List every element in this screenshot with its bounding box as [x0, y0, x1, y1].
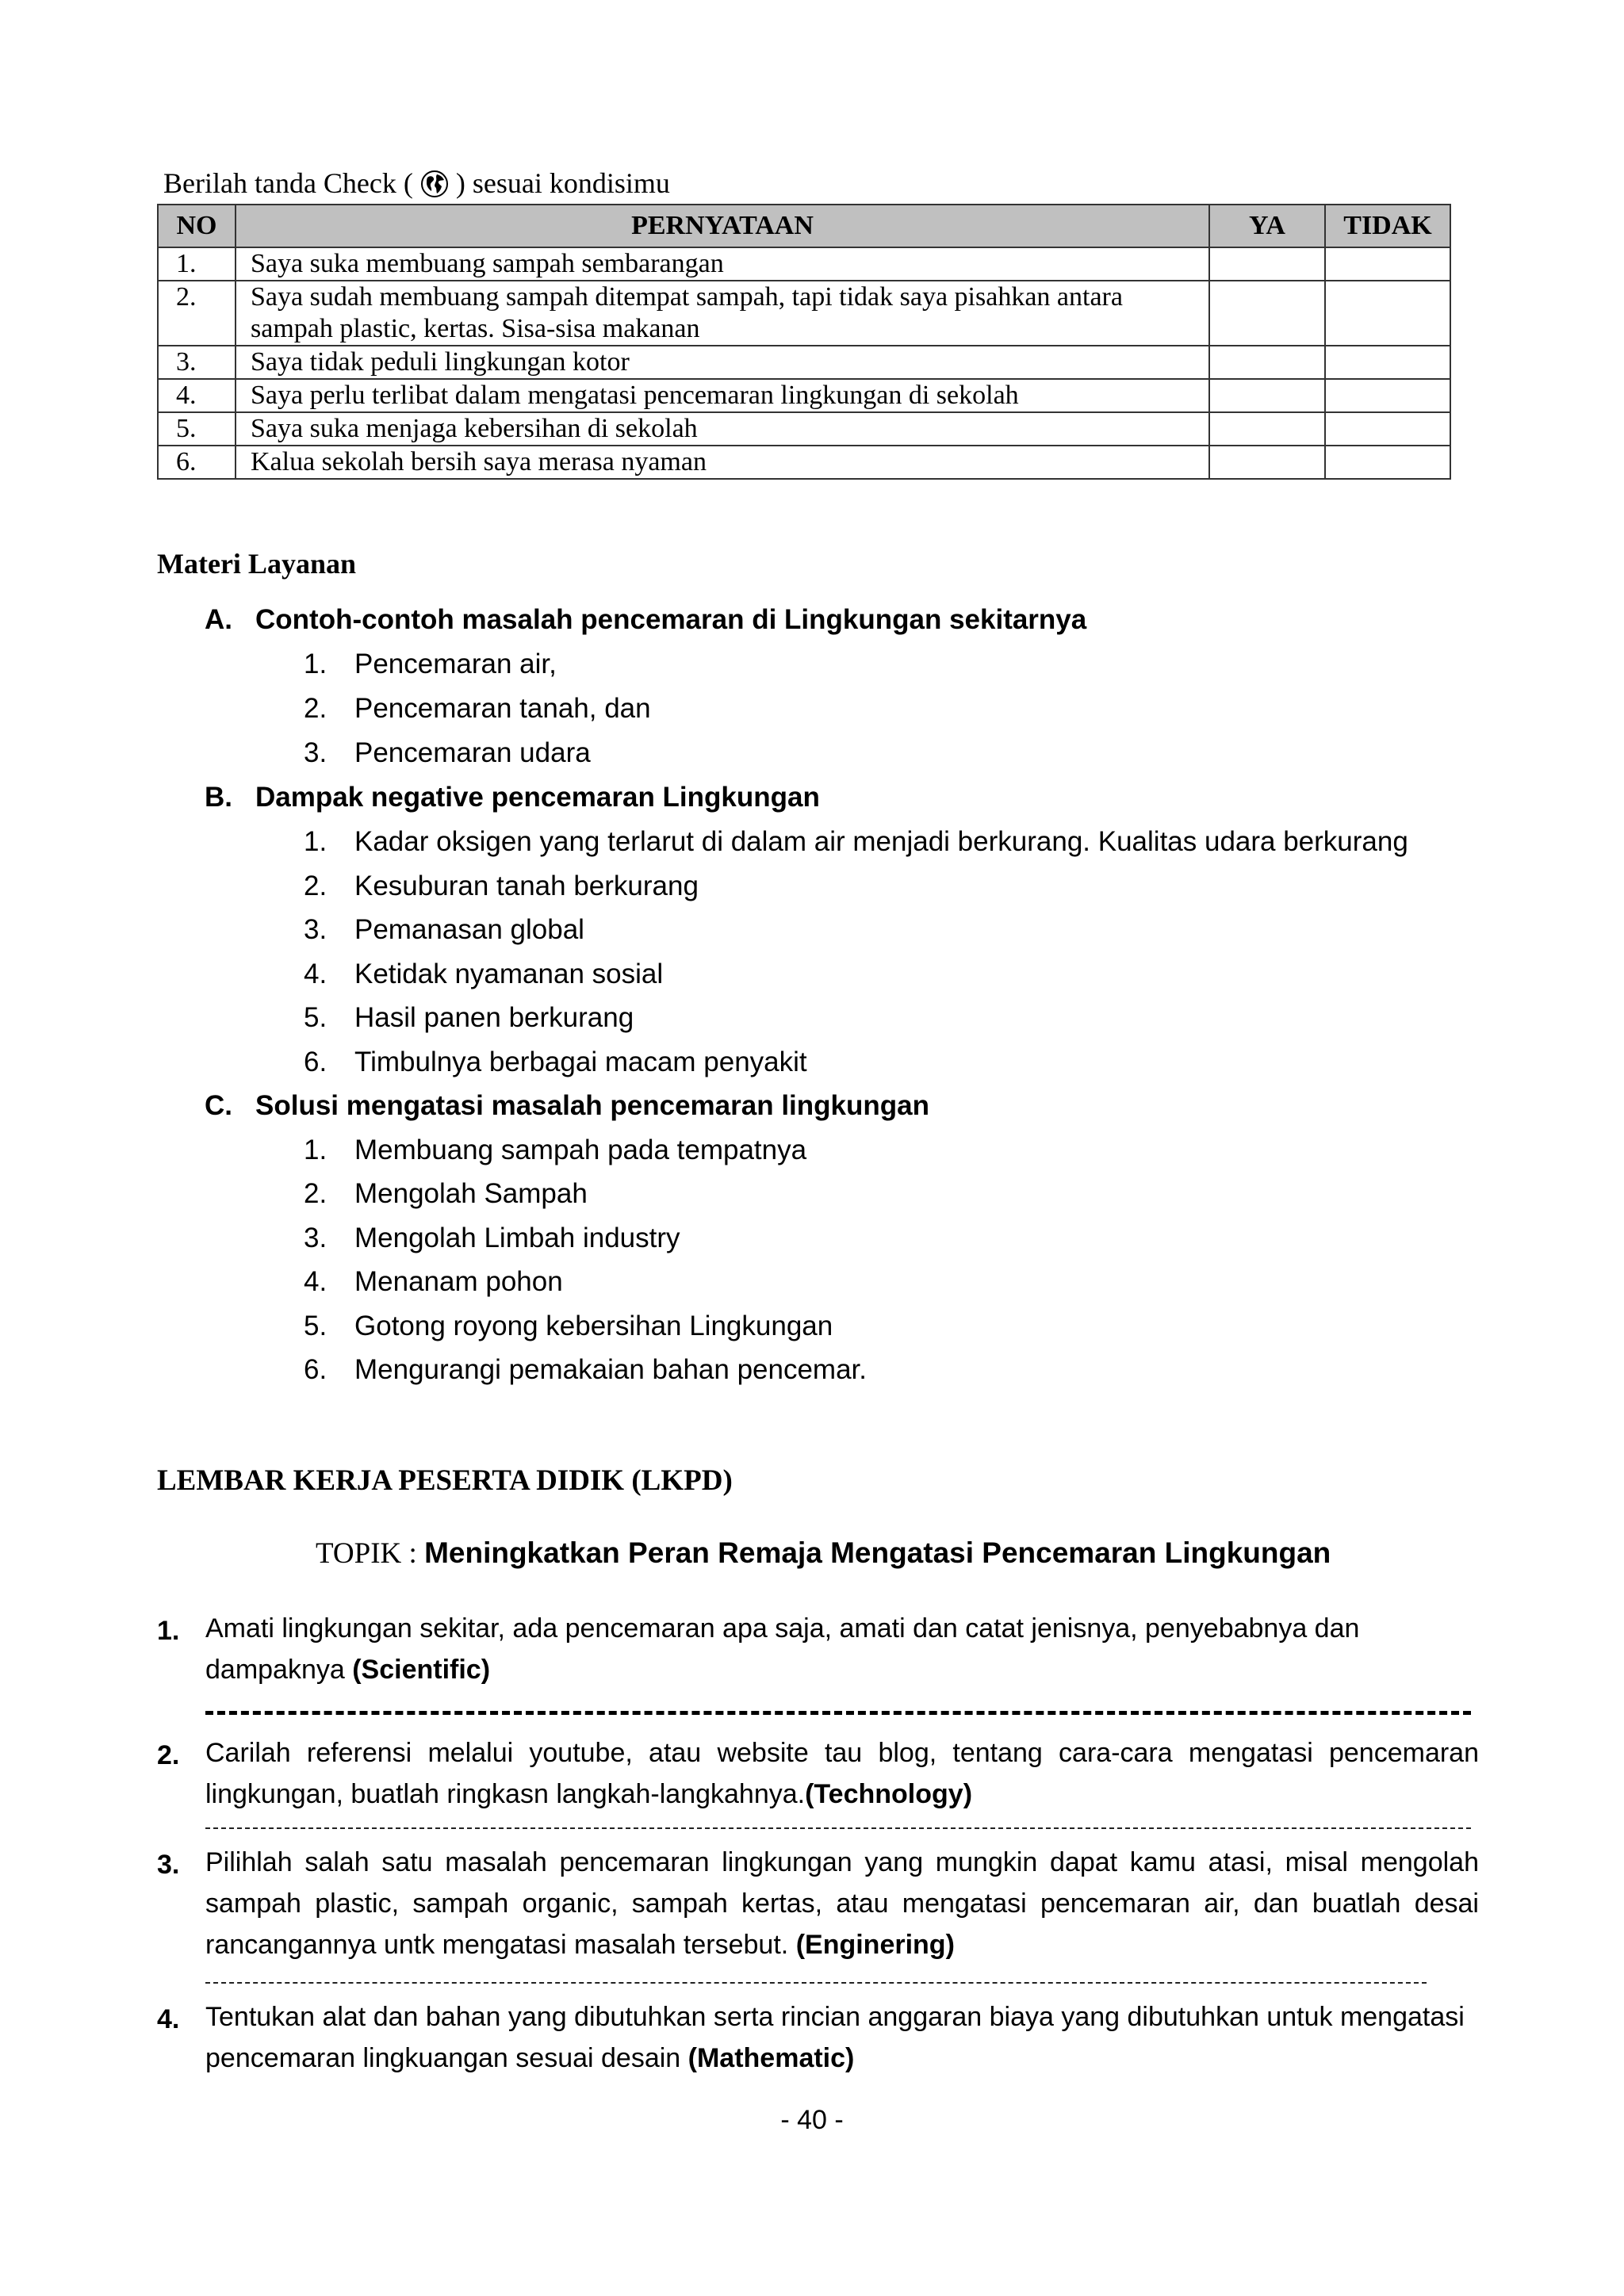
list-number: 3.	[304, 1223, 327, 1253]
ya-checkbox-cell[interactable]	[1209, 346, 1325, 379]
list-item	[304, 1354, 867, 1386]
section-letter: C.	[205, 1090, 232, 1121]
row-statement: Saya tidak peduli lingkungan kotor	[236, 346, 1209, 379]
tidak-checkbox-cell[interactable]	[1325, 446, 1450, 479]
list-item	[304, 1223, 680, 1254]
list-item	[304, 826, 1408, 858]
list-item	[304, 871, 699, 902]
list-text: Timbulnya berbagai macam penyakit	[354, 1047, 807, 1077]
list-text: Mengurangi pemakaian bahan pencemar.	[354, 1354, 867, 1385]
section-title: Solusi mengatasi masalah pencemaran lingkungan	[255, 1090, 929, 1121]
section-letter: B.	[205, 782, 232, 813]
list-text: Pencemaran tanah, dan	[354, 693, 651, 724]
list-number: 5.	[304, 1311, 327, 1341]
task-text	[205, 1996, 1479, 2079]
task-text	[205, 1608, 1479, 1690]
list-number: 2.	[304, 871, 327, 901]
row-number: 3.	[158, 346, 236, 379]
ya-checkbox-cell[interactable]	[1209, 281, 1325, 346]
list-item	[304, 1135, 806, 1166]
list-number: 2.	[304, 1178, 327, 1209]
task-body: Pilihlah salah satu masalah pencemaran lingkungan yang mungkin dapat kamu atasi, misal mengolah sampah plastic, sampah organic, sampah kertas, atau mengatasi pencemaran air, dan buatlah desai rancangannya untk mengatasi masalah tersebut.	[205, 1847, 1479, 1960]
list-text: Ketidak nyamanan sosial	[354, 959, 664, 989]
ya-checkbox-cell[interactable]	[1209, 446, 1325, 479]
header-tidak: TIDAK	[1325, 205, 1450, 247]
topik-line	[316, 1536, 1331, 1571]
section-title: Dampak negative pencemaran Lingkungan	[255, 782, 820, 813]
task-body: Carilah referensi melalui youtube, atau website tau blog, tentang cara-cara mengatasi pencemaran lingkungan, buatlah ringkasn langkah-langkahnya.	[205, 1738, 1479, 1809]
table-row	[158, 247, 1450, 281]
list-item	[304, 1266, 563, 1298]
task-text	[205, 1732, 1479, 1815]
ya-checkbox-cell[interactable]	[1209, 379, 1325, 412]
tidak-checkbox-cell[interactable]	[1325, 281, 1450, 346]
row-statement: Saya suka membuang sampah sembarangan	[236, 247, 1209, 281]
globe-icon	[420, 170, 449, 198]
row-statement: Kalua sekolah bersih saya merasa nyaman	[236, 446, 1209, 479]
task-tag: (Scientific)	[352, 1655, 491, 1685]
section-letter: A.	[205, 604, 232, 635]
table-row	[158, 446, 1450, 479]
list-item	[304, 1047, 807, 1078]
table-row	[158, 346, 1450, 379]
list-item	[304, 649, 557, 680]
page-number: - 40 -	[780, 2105, 844, 2135]
list-item	[304, 737, 591, 769]
header-statement: PERNYATAAN	[236, 205, 1209, 247]
instruction-text-before: Berilah tanda Check (	[163, 167, 413, 199]
list-text: Mengolah Limbah industry	[354, 1223, 680, 1253]
ya-checkbox-cell[interactable]	[1209, 412, 1325, 446]
list-number: 3.	[304, 737, 327, 768]
task-number: 2.	[157, 1740, 180, 1770]
topik-label: TOPIK :	[316, 1537, 425, 1570]
ya-checkbox-cell[interactable]	[1209, 247, 1325, 281]
list-text: Gotong royong kebersihan Lingkungan	[354, 1311, 833, 1341]
section-b-heading	[205, 782, 820, 813]
section-a-heading	[205, 604, 1086, 636]
task-number: 3.	[157, 1850, 180, 1880]
list-text: Mengolah Sampah	[354, 1178, 588, 1209]
tidak-checkbox-cell[interactable]	[1325, 412, 1450, 446]
list-text: Pencemaran udara	[354, 737, 591, 768]
table-row	[158, 412, 1450, 446]
row-number: 6.	[158, 446, 236, 479]
section-c-heading	[205, 1090, 929, 1122]
row-statement: Saya sudah membuang sampah ditempat sampah, tapi tidak saya pisahkan antara sampah plastic, kertas. Sisa-sisa makanan	[236, 281, 1209, 346]
list-number: 1.	[304, 826, 327, 857]
task-body: Amati lingkungan sekitar, ada pencemaran apa saja, amati dan catat jenisnya, penyebabnya dan dampaknya	[205, 1613, 1360, 1685]
header-no: NO	[158, 205, 236, 247]
row-statement: Saya perlu terlibat dalam mengatasi pencemaran lingkungan di sekolah	[236, 379, 1209, 412]
answer-line	[205, 1827, 1471, 1829]
list-text: Kesuburan tanah berkurang	[354, 871, 699, 901]
list-number: 2.	[304, 693, 327, 724]
list-text: Membuang sampah pada tempatnya	[354, 1135, 807, 1165]
lkpd-title: LEMBAR KERJA PESERTA DIDIK (LKPD)	[157, 1464, 733, 1497]
section-title: Contoh-contoh masalah pencemaran di Lingkungan sekitarnya	[255, 604, 1087, 635]
answer-line	[205, 1982, 1427, 1984]
list-item	[304, 1311, 833, 1342]
list-text: Pemanasan global	[354, 914, 584, 945]
topik-value: Meningkatkan Peran Remaja Mengatasi Pencemaran Lingkungan	[424, 1536, 1331, 1569]
list-text: Kadar oksigen yang terlarut di dalam air menjadi berkurang. Kualitas udara berkurang	[354, 826, 1408, 857]
list-text: Pencemaran air,	[354, 649, 557, 679]
table-row	[158, 379, 1450, 412]
list-item	[304, 1178, 588, 1210]
row-number: 2.	[158, 281, 236, 346]
tidak-checkbox-cell[interactable]	[1325, 247, 1450, 281]
row-number: 5.	[158, 412, 236, 446]
task-body: Tentukan alat dan bahan yang dibutuhkan serta rincian anggaran biaya yang dibutuhkan untuk mengatasi pencemaran lingkuangan sesuai desain	[205, 2002, 1465, 2073]
list-text: Menanam pohon	[354, 1266, 563, 1297]
row-number: 1.	[158, 247, 236, 281]
list-item	[304, 1002, 634, 1034]
list-number: 4.	[304, 959, 327, 989]
list-number: 4.	[304, 1266, 327, 1297]
list-number: 3.	[304, 914, 327, 945]
materi-heading: Materi Layanan	[157, 548, 356, 580]
instruction-text-after: ) sesuai kondisimu	[455, 167, 670, 199]
list-text: Hasil panen berkurang	[354, 1002, 634, 1033]
list-number: 1.	[304, 649, 327, 679]
task-tag: (Enginering)	[795, 1930, 955, 1960]
task-number: 4.	[157, 2004, 180, 2034]
task-tag: (Technology)	[805, 1779, 973, 1809]
header-ya: YA	[1209, 205, 1325, 247]
list-item	[304, 959, 663, 990]
task-number: 1.	[157, 1616, 180, 1646]
answer-line	[205, 1711, 1471, 1715]
row-number: 4.	[158, 379, 236, 412]
list-number: 1.	[304, 1135, 327, 1165]
table-header-row	[158, 205, 1450, 247]
task-tag: (Mathematic)	[688, 2043, 855, 2073]
list-number: 6.	[304, 1354, 327, 1385]
list-item	[304, 914, 584, 946]
list-number: 5.	[304, 1002, 327, 1033]
list-item	[304, 693, 651, 725]
checklist-table	[157, 204, 1451, 480]
table-row	[158, 281, 1450, 346]
instruction-line	[163, 166, 670, 200]
tidak-checkbox-cell[interactable]	[1325, 346, 1450, 379]
task-text	[205, 1842, 1479, 1965]
list-number: 6.	[304, 1047, 327, 1077]
row-statement: Saya suka menjaga kebersihan di sekolah	[236, 412, 1209, 446]
tidak-checkbox-cell[interactable]	[1325, 379, 1450, 412]
